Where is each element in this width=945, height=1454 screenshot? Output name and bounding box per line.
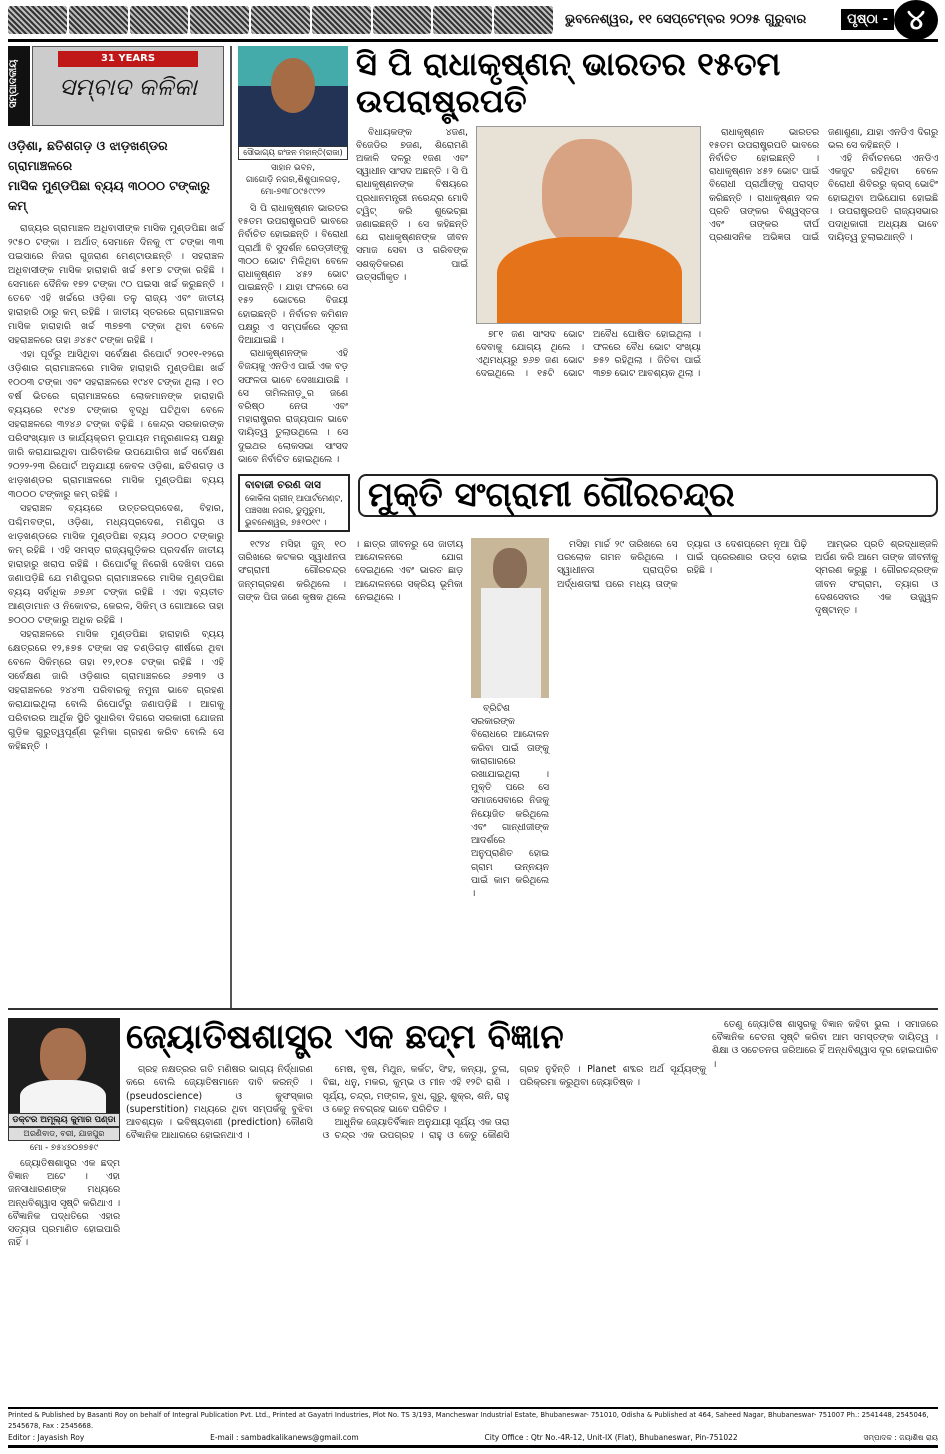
right-area (238, 46, 938, 1008)
paragraph: ଏହି ନିର୍ବାଚନରେ ଏନଡିଏ ଏକଜୁଟ ରହିଥିବା ବେଳେ ବିରୋଧୀ ଶିବିରରୁ କ୍ରସ୍ ଭୋଟିଂ ହୋଇଥିବା ଅଭିଯୋଗ ହୋଇଛି । ଉପରାଷ୍ଟ୍ରପତି ରାଜ୍ୟସଭାର ପଦାଧିକାରୀ ଅଧ୍ୟକ୍ଷ ଭାବେ ଦାୟିତ୍ୱ ତୁଲାଇଥାନ୍ତି । (828, 153, 938, 244)
logo-ribbon: 31 YEARS (58, 51, 198, 67)
address-line: ଗାଗୋଡ଼ି ନଗର,ଶିଶୁପାଳଗଡ଼, (245, 175, 341, 185)
third-body-col-1 (8, 1157, 120, 1249)
imprint-line: Printed & Published by Basanti Roy on behalf of Integral Publication Pvt. Ltd., Printed at Gayatri Industries, Plot No. TS 3/193, Mancheswar Industrial Estate, Bhubaneswar- 751010, Odisha & Published at 464, Saheed Nagar, Bhubaneswar- 751007 Ph.: 2541448, 2545046, 2545678, Fax : 2545668. (8, 1411, 929, 1430)
second-body-col-4 (815, 538, 938, 900)
columnist-name: ସୌଭାଗ୍ୟ ରଂଜନ ମହାନ୍ତି(ରାଜା) (238, 146, 348, 160)
paragraph: ରାଜ୍ୟର ଗ୍ରାମାଞ୍ଚଳ ଅଧିବାସୀଙ୍କ ମାସିକ ମୁଣ୍ଡପିଛା ଖର୍ଚ୍ଚ ୨୯୫୦ ଟଙ୍କା । ଅର୍ଥାତ୍ ସେମାନେ ଦିନକୁ ୯୮ ଟଙ୍କା ୩୩ ପଇସାରେ ନିଜର ଗୁଜରାଣ ମେଣ୍ଟାଉଛନ୍ତି । ସହରାଞ୍ଚଳ ଅଧିବାସୀଙ୍କ ମାସିକ ହାରାହାରି ଖର୍ଚ୍ଚ ୫୧୮୭ ଟଙ୍କା ରହିଛି । ସେମାନେ ଦୈନିକ ୧୭୨ ଟଙ୍କା ୯୦ ପଇସା ଖର୍ଚ୍ଚ କରୁଛନ୍ତି । ତେବେ ଏହି ଖର୍ଚ୍ଚରେ ଓଡ଼ିଶା ତଳୁ ରାଜ୍ୟ ଏବଂ ଜାତୀୟ ହାରାହାରି ଠାରୁ କମ୍ ରହିଛି । ଜାତୀୟ ସ୍ତରରେ ଗ୍ରାମାଞ୍ଚଳର ମାସିକ ହାରାହାରି ଖର୍ଚ୍ଚ ୩୭୭୩ ଟଙ୍କା ଥିବା ବେଳେ ସହରାଞ୍ଚଳରେ ତାହା ୬୪୫୯ ଟଙ୍କା ରହିଛି । (8, 223, 224, 346)
editorial-headline-line-2: ମାସିକ ମୁଣ୍ଡପିଛା ବ୍ୟୟ ୩୦୦୦ ଟଙ୍କାରୁ କମ୍ (8, 178, 210, 213)
logo-row (8, 46, 224, 126)
author-photo (8, 1018, 120, 1113)
columnist-address (238, 162, 348, 198)
paragraph: ସି ପି ରାଧାକୃଷ୍ଣନ ଭାରତର ୧୫ତମ ଉପରାଷ୍ଟ୍ରପତି ଭାବରେ ନିର୍ବାଚିତ ହୋଇଛନ୍ତି । ବିରୋଧୀ ପ୍ରାର୍ଥୀ ବି ସୁଦର୍ଶନ ରେଡ୍ଡୀଙ୍କୁ ୩୦୦ ଭୋଟ ମିଳିଥିବା ବେଳେ ରାଧାକୃଷ୍ଣନ ୪୫୨ ଭୋଟ ପାଇଛନ୍ତି । ଯାହା ଫଳରେ ସେ ୧୫୨ ଭୋଟରେ ବିଜୟୀ ହୋଇଛନ୍ତି । ନିର୍ବାଚନ କମିଶନ ପକ୍ଷରୁ ଏ ସମ୍ପର୍କରେ ସୂଚନା ଦିଆଯାଇଛି । (238, 203, 348, 347)
paragraph: ସହରାଞ୍ଚଳରେ ମାସିକ ମୁଣ୍ଡପିଛା ହାରାହାରି ବ୍ୟୟ କ୍ଷେତ୍ରରେ ୧୨,୫୭୫ ଟଙ୍କା ସହ ଚଣ୍ଡିଗଡ଼ ଶୀର୍ଷରେ ଥିବା ବେଳେ ସିକିମ୍ରେ ତାହା ୧୨,୧୦୫ ଟଙ୍କା ରହିଛି । ଏହି ସର୍ବେକ୍ଷଣ ଜାରି ଓଡ଼ିଶାର ଗ୍ରାମାଞ୍ଚଳରେ ୬୭୩୨ ଓ ସହରାଞ୍ଚଳରେ ୨୪୪୩ ପରିବାରକୁ ନମୁନା ଭାବେ ଗ୍ରହଣ କରାଯାଇଥିଲା ବୋଲି ରିପୋର୍ଟରୁ ଜଣାପଡ଼ିଛି । ଆଗକୁ ପରିବାରର ଆର୍ଥିକ ସ୍ଥିତି ସୁଧାରିବା ଦିଗରେ ସରକାରୀ ଯୋଜନା ଗୁଡ଼ିକ ଗୁରୁତ୍ୱପୂର୍ଣ୍ଣ ଭୂମିକା ଗ୍ରହଣ କରିବ ବୋଲି ସେ କହିଛନ୍ତି । (8, 629, 224, 752)
editor-credit: Editor : Jayasish Roy (8, 1433, 85, 1442)
editor-credit-odia: ସମ୍ପାଦକ : ଜୟାଶିଷ ରାୟ (863, 1433, 938, 1442)
page-number: ୪ (894, 0, 938, 40)
author-phone: ମୋ - ୭୫୪୭୦୭୭୫୯ (29, 1143, 99, 1153)
author-address: ଅରଣିବାଡ, ବରୀ, ଯାଜପୁର (8, 1127, 120, 1141)
lead-body-col-3 (709, 126, 938, 381)
third-headline: ଜ୍ୟୋତିଷଶାସ୍ତ୍ର ଏକ ଛଦ୍ମ ବିଜ୍ଞାନ (126, 1017, 564, 1057)
paragraph: ସହରାଞ୍ଚଳ ବ୍ୟୟରେ ଉତ୍ତରପ୍ରଦେଶ, ବିହାର, ପଶ୍ଚିମବଙ୍ଗ, ଓଡ଼ିଶା, ମଧ୍ୟପ୍ରଦେଶ, ମଣିପୁର ଓ ଝାଡ଼ଖଣ୍ଡରେ ମାସିକ ମୁଣ୍ଡପିଛା ବ୍ୟୟ ୬୦୦୦ ଟଙ୍କାରୁ କମ୍ ରହିଛି । ଏହି ସମସ୍ତ ରାଜ୍ୟଗୁଡ଼ିକର ପ୍ରଦର୍ଶନ ଜାତୀୟ ହାରାହାରୁ ଖରାପ ରହିଛି । ରିପୋର୍ଟକୁ ନିରେଖି ଦେଖିବା ପରେ ଜଣାପଡ଼ିଛି ଯେ ମଣିପୁରର ଗ୍ରାମାଞ୍ଚଳରେ ମାସିକ ମୁଣ୍ଡପିଛା ବ୍ୟୟ ସର୍ବାଧିକ ୬୭୬୮ ଟଙ୍କା ରହିଛି । ଏହା ବ୍ୟତୀତ ଆଣ୍ଡାମାନ ଓ ନିକୋବର, କେରଳ, ସିକିମ୍ ଓ ଗୋଆରେ ତାହା ୭୦୦୦ ଟଙ୍କାରୁ ଅଧିକ ରହିଛି । (8, 503, 224, 626)
lead-columns (356, 126, 938, 381)
second-headline: ମୁକ୍ତି ସଂଗ୍ରାମୀ ଗୌରଚନ୍ଦ୍ର (358, 474, 938, 517)
paragraph: ଆମ୍ଭର ପ୍ରତି ଶ୍ରଦ୍ଧାଞ୍ଜଳି ଅର୍ପଣ କରି ଆମେ ତାଙ୍କ ଜୀବନୀକୁ ସ୍ମରଣ କରୁଛୁ । ଗୌରଚନ୍ଦ୍ରଙ୍କ ଜୀବନ ସଂଗ୍ରାମ, ତ୍ୟାଗ ଓ ଦେଶସେବାର ଏକ ଉଜ୍ଜ୍ୱଳ ଦୃଷ୍ଟାନ୍ତ । (815, 539, 938, 617)
editorial-headline-line-1: ଓଡ଼ିଶା, ଛତିଶଗଡ଼ ଓ ଝାଡ଼ଖଣ୍ଡର ଗ୍ରାମାଞ୍ଚଳରେ (8, 138, 168, 173)
newspaper-logo (32, 46, 224, 126)
editorial-column (8, 46, 232, 1008)
paragraph: ଜ୍ୟୋତିଷଶାସ୍ତ୍ର ଏକ ଛଦ୍ମ ବିଜ୍ଞାନ ଅଟେ । ଏହା ଜନସାଧାରଣଙ୍କ ମଧ୍ୟରେ ଅନ୍ଧବିଶ୍ୱାସ ସୃଷ୍ଟି କରିଥାଏ । ବୈଜ୍ଞାନିକ ପଦ୍ଧତିରେ ଏହାର ସତ୍ୟତା ପ୍ରମାଣିତ ହୋଇପାରି ନାହିଁ । (8, 1158, 120, 1249)
paragraph: ମସିହା ମାର୍ଚ୍ଚ ୨୯ ତାରିଖରେ ସେ ପରଲୋକ ଗମନ କରିଥିଲେ । ସ୍ୱାଧୀନତା ପ୍ରାପ୍ତିର ଅର୍ଦ୍ଧଶତାବ୍ଦୀ ପରେ ମଧ୍ୟ ତାଙ୍କ ତ୍ୟାଗ ଓ ଦେଶପ୍ରେମ ନୂଆ ପିଢ଼ି ପାଇଁ ପ୍ରେରଣାର ଉତ୍ସ ହୋଇ ରହିଛି । (557, 539, 807, 590)
second-body-col-2 (471, 702, 549, 900)
third-body-cols (126, 1063, 706, 1142)
ornamental-banner (8, 6, 553, 34)
logo-text: ସମ୍ବାଦ କଳିକା (59, 73, 197, 101)
page-label: ପୃଷ୍ଠା - (841, 9, 894, 30)
lead-row (238, 46, 938, 466)
address-line: ପଞ୍ଚସଖା ନଗର, ଡୁମୁଡୁମା, (245, 505, 326, 516)
second-body-col-3 (557, 538, 807, 900)
editorial-body (8, 222, 224, 754)
paragraph: ଗ୍ରହ ନକ୍ଷତ୍ରର ଗତି ମଣିଷର ଭାଗ୍ୟ ନିର୍ଦ୍ଧାରଣ କରେ ବୋଲି ଜ୍ୟୋତିଷମାନେ ଦାବି କରନ୍ତି । (pseudoscience) ଓ କୁସଂସ୍କାର (superstition) ମଧ୍ୟରେ ଥିବା ସମ୍ପର୍କକୁ ବୁଝିବା ଆବଶ୍ୟକ । ଭବିଷ୍ୟବାଣୀ (prediction) କୌଣସି ବୈଜ୍ଞାନିକ ଆଧାରରେ ହୋଇନଥାଏ । (126, 1064, 313, 1142)
author-column (8, 1018, 120, 1403)
date-line: ଭୁବନେଶ୍ୱର, ୧୧ ସେପ୍ଟେମ୍ବର ୨୦୨୫ ଗୁରୁବାର (565, 12, 807, 27)
imprint-footer (8, 1407, 938, 1448)
top-section (8, 46, 938, 1008)
second-photo-column (471, 538, 549, 900)
paragraph: ମେଷ, ବୃଷ, ମିଥୁନ, କର୍କଟ, ସିଂହ, କନ୍ୟା, ତୁଳା, ବିଛା, ଧନୁ, ମକର, କୁମ୍ଭ ଓ ମୀନ ଏହି ୧୨ଟି ରାଶି । ସୂର୍ଯ୍ୟ, ଚନ୍ଦ୍ର, ମଙ୍ଗଳ, ବୁଧ, ଗୁରୁ, ଶୁକ୍ର, ଶନି, ରାହୁ ଓ କେତୁ ନବଗ୍ରହ ଭାବେ ପରିଚିତ । (322, 1064, 510, 1115)
columnist-photo (238, 46, 348, 146)
phone-number: ମୋ-୭୩୮୦୯୫୯୯୨୨ (260, 187, 326, 197)
address-line: ଭୁବନେଶ୍ୱର, ୭୫୧୦୧୯ । (245, 517, 327, 528)
paragraph: ରାଧାକୃଷ୍ଣନଙ୍କ ଏହି ବିଜୟକୁ ଏନଡିଏ ପାଇଁ ଏକ ବଡ଼ ସଫଳତା ଭାବେ ଦେଖାଯାଉଛି । ସେ ତାମିଲନାଡ଼ୁର ଜଣେ ବରିଷ୍ଠ ନେତା ଏବଂ ମହାରାଷ୍ଟ୍ରର ରାଜ୍ୟପାଳ ଭାବେ ଦାୟିତ୍ୱ ତୁଲାଉଥିଲେ । ସେ ଦୁଇଥର ଲୋକସଭା ସାଂସଦ ଭାବେ ନିର୍ବାଚିତ ହୋଇଥିଲେ । (238, 348, 348, 465)
paragraph: ୭୮୧ ଜଣ ସାଂସଦ ଭୋଟ ଦେବାକୁ ଯୋଗ୍ୟ ଥିଲେ । ଏଥିମଧ୍ୟରୁ ୭୬୭ ଜଣ ଭୋଟ ଦେଇଥିଲେ । ୧୫ଟି ଭୋଟ ଅବୈଧ ଘୋଷିତ ହୋଇଥିଲା । ଫଳରେ ବୈଧ ଭୋଟ ସଂଖ୍ୟା ୭୫୨ ରହିଥିଲା । ଜିତିବା ପାଇଁ ୩୭୭ ଭୋଟ ଆବଶ୍ୟକ ଥିଲା । (476, 328, 701, 380)
masthead (8, 0, 938, 42)
lead-photo (476, 126, 701, 324)
editorial-headline (8, 136, 224, 216)
paragraph: ବିଧାୟକଙ୍କ ୪ଜଣ, ବିଜେଡିର ୭ଜଣ, ଶିରୋମଣି ଅକାଳି ଦଳରୁ ୧ଜଣ ଏବଂ ସ୍ୱାଧୀନ ସାଂସଦ ଅଛନ୍ତି । ସି ପି ରାଧାକୃଷ୍ଣନଙ୍କ ବିଷୟରେ ପ୍ରଧାନମନ୍ତ୍ରୀ ନରେନ୍ଦ୍ର ମୋଦି ଟ୍ୱିଟ୍ କରି ଶୁଭେଚ୍ଛା ଜଣାଇଛନ୍ତି । ସେ କହିଛନ୍ତି ଯେ ରାଧାକୃଷ୍ଣନଙ୍କ ଜୀବନ ସମାଜ ସେବା ଓ ଗରିବଙ୍କ ସଶକ୍ତିକରଣ ପାଇଁ ଉତ୍ସର୍ଗୀକୃତ । (356, 126, 468, 283)
lead-body-col-1 (356, 126, 468, 381)
paragraph: ତେଣୁ ଜ୍ୟୋତିଷ ଶାସ୍ତ୍ରକୁ ବିଜ୍ଞାନ କହିବା ଭୁଲ । ସମାଜରେ ବୈଜ୍ଞାନିକ ଚେତନା ସୃଷ୍ଟି କରିବା ଆମ ସମସ୍ତଙ୍କ ଦାୟିତ୍ୱ । ଶିକ୍ଷା ଓ ସଚେତନତା ଜରିଆରେ ହିଁ ଅନ୍ଧବିଶ୍ୱାସ ଦୂର ହୋଇପାରିବ । (712, 1019, 938, 1070)
second-story-columns (238, 538, 938, 900)
imprint-line-2 (8, 1432, 938, 1443)
second-header-row (238, 474, 938, 532)
freedom-fighter-photo (471, 538, 549, 698)
lead-story (356, 46, 938, 466)
profile-body (238, 202, 348, 466)
email-address: E-mail : sambadkalikanews@gmail.com (210, 1433, 359, 1442)
third-story-main (126, 1018, 706, 1403)
paragraph: ୧୯୨୪ ମସିହା ଜୁନ୍ ୧୦ ତାରିଖରେ କଟକର ସ୍ୱାଧୀନତା ସଂଗ୍ରାମୀ ଗୌରଚନ୍ଦ୍ର ଜନ୍ମଗ୍ରହଣ କରିଥିଲେ । ତାଙ୍କ ପିତା ଜଣେ କୃଷକ ଥିଲେ । ଛାତ୍ର ଜୀବନରୁ ସେ ଜାତୀୟ ଆନ୍ଦୋଳନରେ ଯୋଗ ଦେଇଥିଲେ ଏବଂ ଭାରତ ଛାଡ଼ ଆନ୍ଦୋଳନରେ ସକ୍ରିୟ ଭୂମିକା ନେଇଥିଲେ । (238, 539, 463, 603)
lead-headline: ସି ପି ରାଧାକୃଷ୍ଣନ୍ ଭାରତର ୧୫ତମ ଉପରାଷ୍ଟ୍ରପତି (356, 45, 781, 120)
author-name: ଡକ୍ଟର ଅମୂଲ୍ୟ କୁମାର ପଣ୍ଡା (8, 1113, 120, 1127)
bottom-section (8, 1008, 938, 1403)
second-body-col-1 (238, 538, 463, 900)
lead-photo-column (476, 126, 701, 381)
profile-column (238, 46, 348, 466)
paragraph: ବ୍ରିଟିଶ ସରକାରଙ୍କ ବିରୋଧରେ ଆନ୍ଦୋଳନ କରିବା ପାଇଁ ତାଙ୍କୁ କାରାଗାରରେ ରଖାଯାଇଥିଲା । ମୁକ୍ତି ପରେ ସେ ସମାଜସେବାରେ ନିଜକୁ ନିୟୋଜିତ କରିଥିଲେ ଏବଂ ଗାନ୍ଧୀଜୀଙ୍କ ଆଦର୍ଶରେ ଅନୁପ୍ରାଣିତ ହୋଇ ଗ୍ରାମ ଉନ୍ନୟନ ପାଇଁ କାମ କରିଥିଲେ । (471, 703, 549, 899)
section-label: ସମ୍ପାଦକୀୟ (8, 46, 30, 126)
author-name: ବାବାଜୀ ଚରଣ ଦାସ (245, 479, 321, 492)
address-line: ସାହାନ ଭବନ, (271, 163, 315, 173)
author-address-box (238, 474, 350, 532)
third-body-right (712, 1018, 938, 1403)
address-line: କୋକିଳା ଗ୍ରୀନ୍ ଆପାର୍ଟମେଣ୍ଟ, (245, 493, 343, 504)
lead-body-col-2 (476, 328, 701, 381)
paragraph: ରାଧାକୃଷ୍ଣନ ଭାରତର ୧୫ତମ ଉପରାଷ୍ଟ୍ରପତି ଭାବରେ ନିର୍ବାଚିତ ହୋଇଛନ୍ତି । ରାଧାକୃଷ୍ଣନ ୪୫୨ ଭୋଟ ପାଇଁ ବିରୋଧୀ ପ୍ରାର୍ଥୀଙ୍କୁ ପରାସ୍ତ କରିଛନ୍ତି । ରାଧାକୃଷ୍ଣନ ଦଳ ପ୍ରତି ତାଙ୍କର ବିଶ୍ୱସ୍ତତା ଏବଂ ତାଙ୍କର ଦୀର୍ଘ ପ୍ରଶାସନିକ ଅଭିଜ୍ଞତା ପାଇଁ ଜଣାଶୁଣା, ଯାହା ଏନଡିଏ ଦିଗରୁ ଭଲ ସେ କହିଛନ୍ତି । (709, 126, 938, 244)
city-office-address: City Office : Qtr No.-4R-12, Unit-IX (Flat), Bhubaneswar, Pin-751022 (484, 1433, 738, 1442)
paragraph: ଆଧୁନିକ ଜ୍ୟୋତିର୍ବିଜ୍ଞାନ ଅନୁଯାୟୀ ସୂର୍ଯ୍ୟ ଏକ ତାରା ଓ ଚନ୍ଦ୍ର ଏକ ଉପଗ୍ରହ । ରାହୁ ଓ କେତୁ କୌଣସି ଗ୍ରହ ନୁହଁନ୍ତି । Planet ଶବ୍ଦର ଅର୍ଥ ସୂର୍ଯ୍ୟଙ୍କୁ ପରିକ୍ରମା କରୁଥିବା ଜ୍ୟୋତିଷ୍କ । (322, 1064, 706, 1142)
paragraph: ଏହା ପୂର୍ବରୁ ଆସିଥିବା ସର୍ବେକ୍ଷଣ ରିପୋର୍ଟ ୨୦୧୧-୧୨ରେ ଓଡ଼ିଶାର ଗ୍ରାମାଞ୍ଚଳରେ ମାସିକ ହାରାହାରି ମୁଣ୍ଡପିଛା ଖର୍ଚ୍ଚ ୧୦୦୩ ଟଙ୍କା ଏବଂ ସହରାଞ୍ଚଳରେ ୧୯୪୧ ଟଙ୍କା ଥିଲା । ୧୦ ବର୍ଷ ଭିତରେ ଗ୍ରାମାଞ୍ଚଳରେ ଲୋକମାନଙ୍କ ହାରାହାରି ବ୍ୟୟରେ ୧୯୪୭ ଟଙ୍କାର ବୃଦ୍ଧି ଘଟିଥିବା ବେଳେ ସହରାଞ୍ଚଳରେ ୩୨୪୬ ଟଙ୍କା ବଢ଼ିଛି । କେନ୍ଦ୍ର ସରକାରଙ୍କ ପରିସଂଖ୍ୟାନ ଓ କାର୍ଯ୍ୟକ୍ରମ ରୂପାୟନ ମନ୍ତ୍ରଣାଳୟ ପକ୍ଷରୁ ଜାରି କରାଯାଇଥିବା ପାରିବାରିକ ଉପଯୋଗିତା ଖର୍ଚ୍ଚ ସର୍ବେକ୍ଷଣ ୨୦୨୨-୨୩ ରିପୋର୍ଟ ଅନୁଯାୟୀ କେବଳ ଓଡ଼ିଶା, ଛତିଶଗଡ଼ ଓ ଝାଡ଼ଖଣ୍ଡର ଗ୍ରାମାଞ୍ଚଳରେ ମାସିକ ମୁଣ୍ଡପିଛା ବ୍ୟୟ ୩୦୦୦ ଟଙ୍କାରୁ କମ୍ ରହିଛି । (8, 349, 224, 500)
